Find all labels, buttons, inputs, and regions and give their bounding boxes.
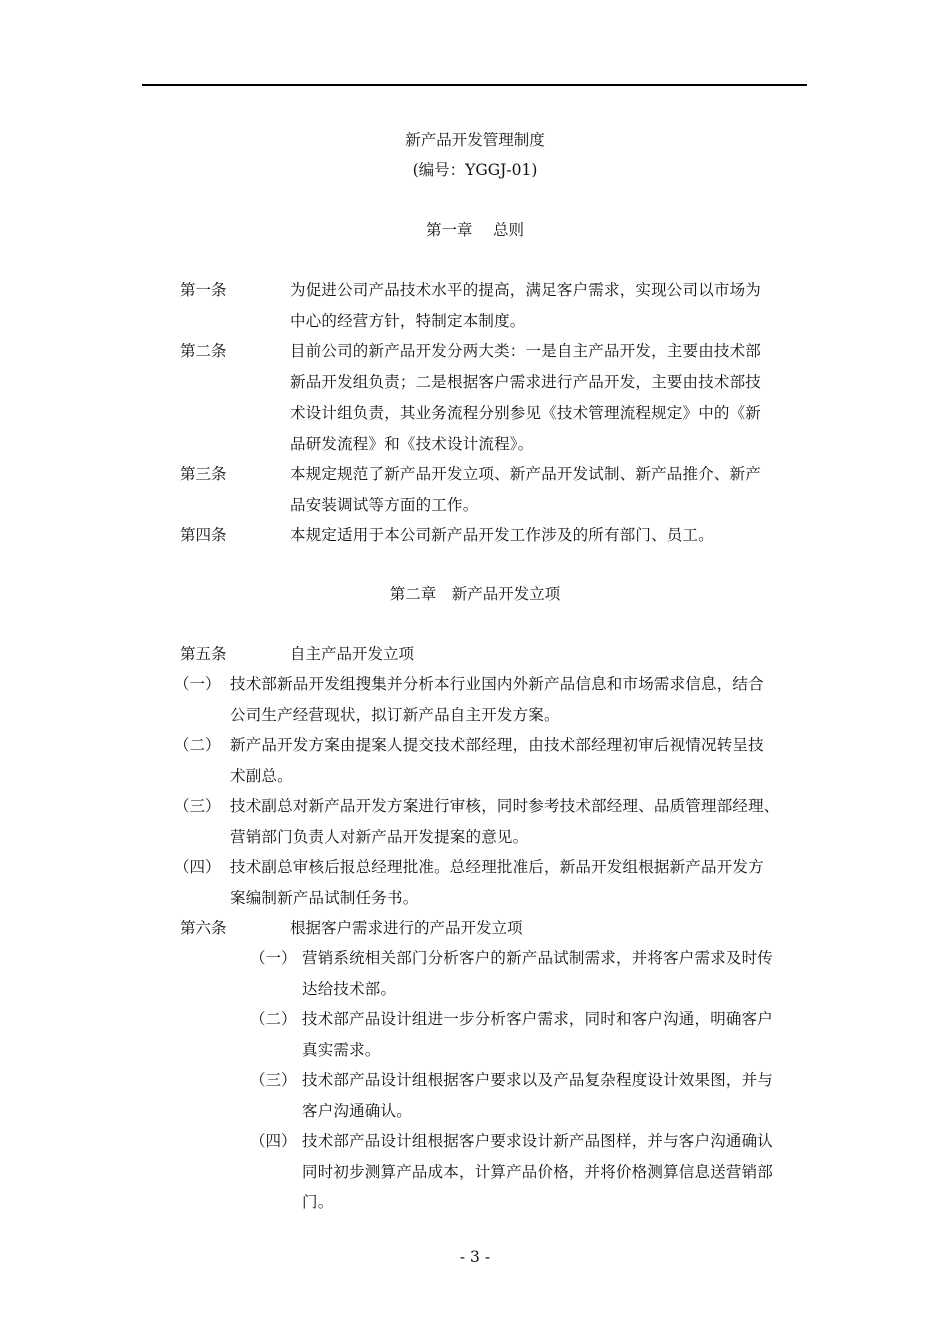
item-number: （二） [250,1010,297,1028]
item-number: （一） [250,949,297,967]
item-line: 技术部产品设计组根据客户要求设计新产品图样，并与客户沟通确认 [302,1132,774,1150]
article-3-line: 本规定规范了新产品开发立项、新产品开发试制、新产品推介、新产 [290,465,762,483]
article-3-line: 品安装调试等方面的工作。 [290,496,479,514]
item-line: 营销系统相关部门分析客户的新产品试制需求，并将客户需求及时传 [302,949,774,967]
item-line: 技术副总对新产品开发方案进行审核，同时参考技术部经理、品质管理部经理、 [230,797,780,815]
article-2-label: 第二条 [180,342,227,360]
article-2-line: 目前公司的新产品开发分两大类：一是自主产品开发，主要由技术部 [290,342,762,360]
item-line: 同时初步测算产品成本，计算产品价格，并将价格测算信息送营销部 [302,1163,774,1181]
chapter-2-heading: 第二章 新产品开发立项 [389,585,561,603]
article-5-label: 第五条 [180,645,227,663]
item-line: 技术部新品开发组搜集并分析本行业国内外新产品信息和市场需求信息，结合 [230,675,764,693]
item-line: 技术部产品设计组根据客户要求以及产品复杂程度设计效果图，并与 [302,1071,774,1089]
header-rule [142,84,807,86]
item-number: （四） [174,858,221,876]
item-number: （二） [174,736,221,754]
article-6-title: 根据客户需求进行的产品开发立项 [290,919,523,937]
item-number: （三） [250,1071,297,1089]
page-number: - 3 - [459,1248,491,1266]
article-2-line: 品研发流程》和《技术设计流程》。 [290,435,534,453]
item-line: 案编制新产品试制任务书。 [230,889,419,907]
item-line: 术副总。 [230,767,293,785]
article-2-line: 新品开发组负责；二是根据客户需求进行产品开发，主要由技术部技 [290,373,762,391]
item-line: 公司生产经营现状，拟订新产品自主开发方案。 [230,706,560,724]
item-line: 技术部产品设计组进一步分析客户需求，同时和客户沟通，明确客户 [302,1010,774,1028]
item-line: 客户沟通确认。 [302,1102,412,1120]
article-5-title: 自主产品开发立项 [290,645,415,663]
document-code: (编号：YGGJ-01) [412,161,538,179]
item-line: 技术副总审核后报总经理批准。总经理批准后，新品开发组根据新产品开发方 [230,858,764,876]
item-number: （一） [174,675,221,693]
article-1-line: 中心的经营方针，特制定本制度。 [290,312,526,330]
article-4-label: 第四条 [180,526,227,544]
article-1-label: 第一条 [180,281,227,299]
document-title: 新产品开发管理制度 [405,131,545,149]
item-number: （三） [174,797,221,815]
item-number: （四） [250,1132,297,1150]
article-1-line: 为促进公司产品技术水平的提高，满足客户需求，实现公司以市场为 [290,281,762,299]
item-line: 营销部门负责人对新产品开发提案的意见。 [230,828,529,846]
article-3-label: 第三条 [180,465,227,483]
item-line: 门。 [302,1193,334,1211]
item-line: 真实需求。 [302,1041,381,1059]
chapter-1-heading: 第一章 总则 [426,221,524,239]
article-2-line: 术设计组负责，其业务流程分别参见《技术管理流程规定》中的《新 [290,404,762,422]
article-6-label: 第六条 [180,919,227,937]
item-line: 达给技术部。 [302,980,397,998]
item-line: 新产品开发方案由提案人提交技术部经理，由技术部经理初审后视情况转呈技 [230,736,764,754]
article-4-line: 本规定适用于本公司新产品开发工作涉及的所有部门、员工。 [290,526,714,544]
